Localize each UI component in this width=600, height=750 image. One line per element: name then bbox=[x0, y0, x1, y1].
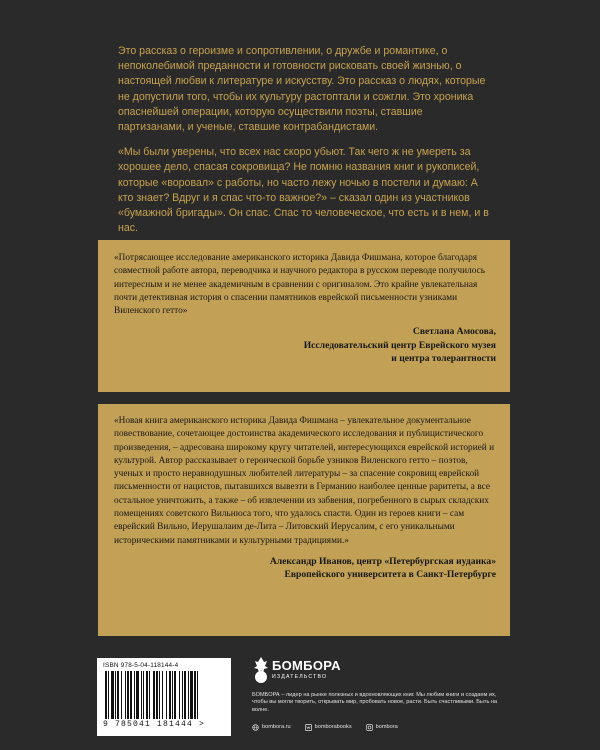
social-vk[interactable] bbox=[305, 724, 352, 731]
social-instagram[interactable] bbox=[366, 724, 398, 731]
review-quote-2-text: «Новая книга американского историка Давида Фишмана – увлекательное документальное повествование, сочетающее достоинства академического исследования и публицистического произведения, – адресована широкому кругу читателей, интересующихся еврейской историей и культурой. Автор рассказывает о героической борьбе узников Виленского гетто – поэтов, ученых и просто неравнодушных любителей литературы – за спасение сокровищ еврейской письменности от нацистов, пытавшихся вывезти в Германию наиболее ценные раритеты, а все остальное уничтожить, а также – об извлечении из забвения, погребенного в сырых складских помещениях советского Вильнюса того, что удалось спасти. Один из героев книги – сам еврейский Вильно, Иерушалаим де-Лита – Литовский Иерусалим, с его уникальными историческими памятниками и культурными традициями.» bbox=[114, 416, 495, 546]
review-quote-1 bbox=[98, 240, 510, 392]
publisher-socials bbox=[252, 721, 512, 733]
instagram-icon bbox=[366, 724, 373, 731]
globe-icon bbox=[252, 724, 259, 731]
review-quote-2 bbox=[98, 404, 510, 636]
vk-icon bbox=[305, 724, 312, 731]
barcode-icon bbox=[103, 671, 225, 719]
isbn-barcode bbox=[97, 658, 231, 736]
review-quote-1-org-1: Исследовательский центр Еврейского музея bbox=[303, 339, 496, 351]
bomb-logo-icon bbox=[252, 656, 270, 684]
review-quote-1-org-2: и центра толерантности bbox=[391, 353, 496, 365]
review-quote-1-text: «Потрясающее исследование американского историка Давида Фишмана, которое благодаря совместной работе автора, переводчика и научного редактора в русском переводе получилось интересным и не менее академичным в сравнении с оригиналом. Это крайне увлекательная почти детективная история о спасении памятников еврейской письменности узниками Виленского гетто» bbox=[114, 253, 485, 317]
social-vk-label: bomborabooks bbox=[314, 724, 352, 730]
social-site-label: bombora.ru bbox=[262, 724, 291, 730]
publisher-subtitle: ИЗДАТЕЛЬСТВО bbox=[272, 674, 328, 680]
intro-paragraph-2: «Мы были уверены, что всех нас скоро убьют. Так чего ж не умереть за хорошее дело, спасая сокровища? Не помню названия книг и рукописей, которые «воровал» с работы, но часто лежу ночью в постели и думаю: А кто знает? Вдруг и я спас что-то важное?» – сказал один из участников «бумажной бригады». Он спас. Спас то человеческое, что есть и в нем, и в нас. bbox=[118, 146, 489, 235]
publisher-logo bbox=[252, 656, 352, 686]
social-instagram-label: bombora bbox=[375, 724, 398, 730]
review-quote-2-attribution bbox=[114, 555, 496, 582]
review-quote-1-author: Светлана Амосова, bbox=[412, 326, 496, 338]
social-site[interactable] bbox=[252, 724, 291, 731]
review-quote-2-author-2: Европейского университета в Санкт-Петербурге bbox=[284, 569, 496, 581]
intro-paragraph-1: Это рассказ о героизме и сопротивлении, о дружбе и романтике, о непоколебимой преданности и готовности рисковать своей жизнью, о настоящей любви к литературе и искусству. Это рассказ о людях, которые не допустили того, чтобы их культуру растоптали и сожгли. Это хроника опаснейшей операции, которую осуществили поэты, ставшие партизанами, и ученые, ставшие контрабандистами. bbox=[118, 45, 486, 134]
publisher-description: БОМБОРА – лидер на рынке полезных и вдохновляющих книг. Мы любим книги и создаем их, чтобы вы могли творить, открывать мир, пробовать новое, расти. Быть счастливыми. Быть на волне. bbox=[252, 692, 498, 713]
review-quote-2-author-1: Александр Иванов, центр «Петербургская иудаика» bbox=[269, 555, 496, 567]
barcode-digits: 9 785041 181444 > bbox=[103, 720, 206, 729]
intro-text bbox=[118, 44, 490, 246]
isbn-label: ISBN 978-5-04-118144-4 bbox=[103, 662, 179, 669]
publisher-name: БОМБОРА bbox=[272, 658, 341, 673]
review-quote-1-attribution bbox=[114, 325, 496, 365]
